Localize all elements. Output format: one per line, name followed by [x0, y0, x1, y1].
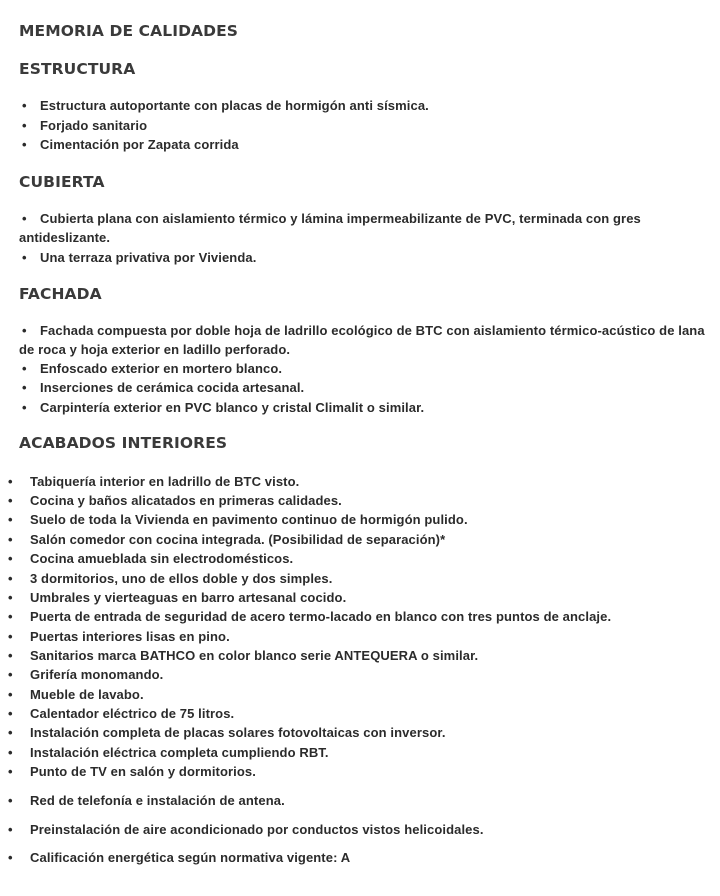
- bullet: •: [8, 850, 13, 865]
- bullet: •: [8, 590, 13, 605]
- bullet: •: [8, 648, 13, 663]
- document-title: MEMORIA DE CALIDADES: [19, 22, 239, 40]
- bullet: •: [8, 725, 13, 740]
- bullet: •: [8, 551, 13, 566]
- document-page: MEMORIA DE CALIDADES ESTRUCTURA • Estructura autoportante con placas de hormigón anti sísmica. • Forjado sanitario • Cimentación por Zapata corrida CUBIERTA • Cubierta plana con aislamiento térmico y lámina impermeabilizante de PVC, terminada con gres antideslizante. • Una terraza privativa por Vivienda. FACHADA • Fachada compuesta por doble hoja de ladrillo ecológico de BTC con aislamiento térmico-acústico de lana de roca y hoja exterior en ladillo perforado. • Enfoscado exterior en mortero blanco. • Inserciones de cerámica cocida artesanal. • Carpintería exterior en PVC blanco y cristal Climalit o similar. ACABADOS INTERIORES • Tabiquería interior en ladrillo de BTC visto. • Cocina y baños alicatados en primeras calidades. • Suelo de toda la Vivienda en pavimento continuo de hormigón pulido. • Salón comedor con cocina integrada. (Posibilidad de separación)* • Cocina amueblada sin electrodomésticos. • 3 dormitorios, uno de ellos doble y dos simples. • Umbrales y vierteaguas en barro artesanal cocido. • Puerta de entrada de seguridad de acero termo-lacado en blanco con tres puntos de anclaje. • Puertas interiores lisas en pino. • Sanitarios marca BATHCO en color blanco serie ANTEQUERA o similar. • Grifería monomando. • Mueble de lavabo. • Calentador eléctrico de 75 litros. • Instalación completa de placas solares fotovoltaicas con inversor. • Instalación eléctrica completa cumpliendo RBT. • Punto de TV en salón y dormitorios. • Red de telefonía e instalación de antena. • Preinstalación de aire acondicionado por conductos vistos helicoidales. • Calificación energética según normativa vigente: A: [0, 0, 720, 896]
- bullet: •: [8, 571, 13, 586]
- bullet: •: [8, 687, 13, 702]
- heading-fachada: FACHADA: [19, 285, 102, 303]
- bullet: •: [22, 250, 27, 265]
- bullet: •: [8, 706, 13, 721]
- heading-estructura: ESTRUCTURA: [19, 60, 136, 78]
- bullet: •: [8, 512, 13, 527]
- bullet: •: [8, 822, 13, 837]
- bullet: •: [8, 793, 13, 808]
- heading-acabados-interiores: ACABADOS INTERIORES: [19, 434, 228, 452]
- heading-cubierta: CUBIERTA: [19, 173, 105, 191]
- bullet: •: [22, 400, 27, 415]
- bullet: •: [22, 211, 27, 226]
- bullet: •: [22, 361, 27, 376]
- bullet: •: [8, 532, 13, 547]
- list-item: • Fachada compuesta por doble hoja de ladrillo ecológico de BTC con aislamiento térmico-acústico de lana de roca y hoja exterior en ladillo perforado.: [19, 323, 705, 357]
- bullet: •: [8, 667, 13, 682]
- bullet: •: [8, 629, 13, 644]
- bullet: •: [8, 745, 13, 760]
- bullet: •: [8, 609, 13, 624]
- bullet: •: [8, 474, 13, 489]
- bullet: •: [22, 98, 27, 113]
- bullet: •: [8, 764, 13, 779]
- bullet: •: [8, 493, 13, 508]
- bullet: •: [22, 137, 27, 152]
- bullet: •: [22, 380, 27, 395]
- bullet: •: [22, 118, 27, 133]
- list-item: • Cubierta plana con aislamiento térmico y lámina impermeabilizante de PVC, terminada con gres antideslizante.: [19, 211, 641, 245]
- bullet: •: [22, 323, 27, 338]
